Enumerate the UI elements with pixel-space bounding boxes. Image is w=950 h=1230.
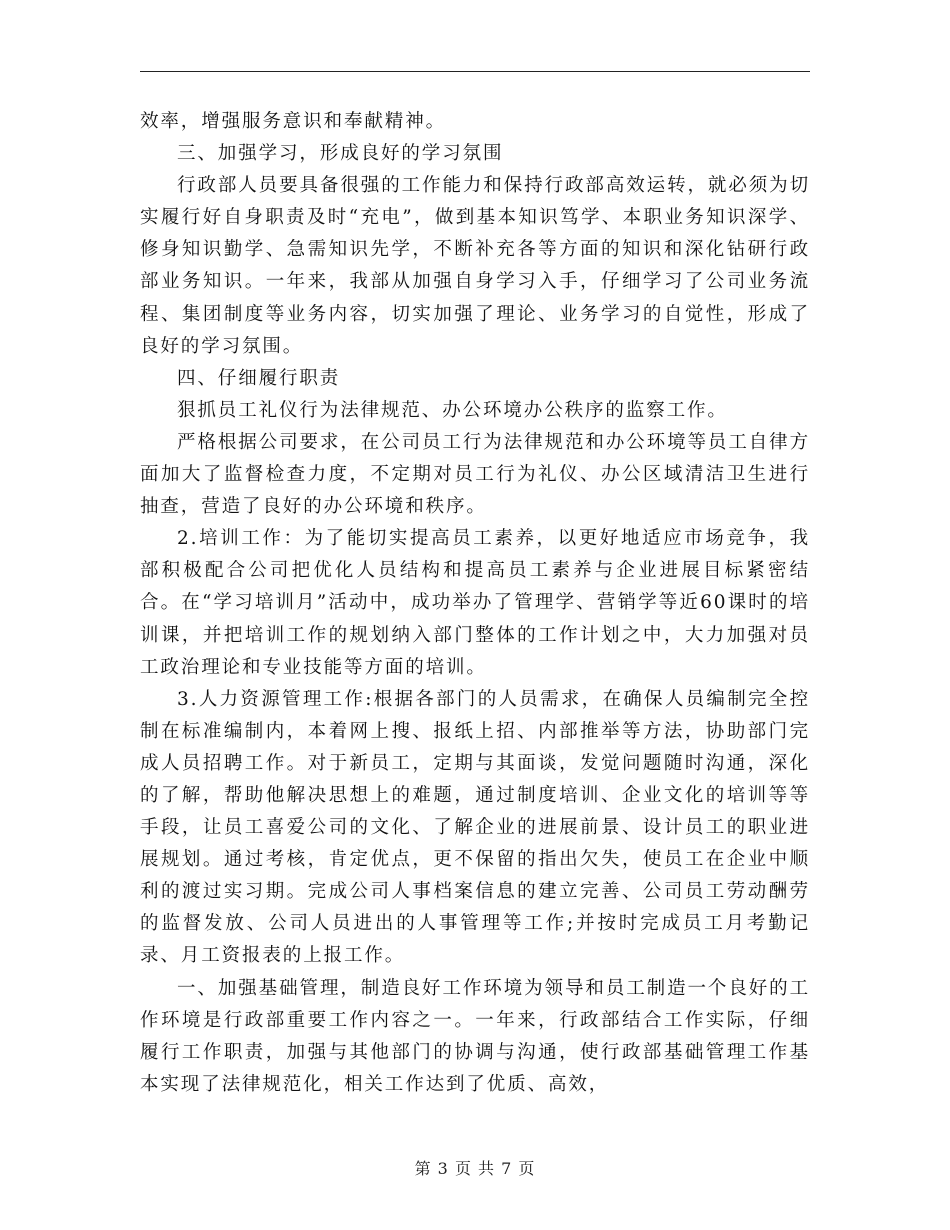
- paragraph: 狠抓员工礼仪行为法律规范、办公环境办公秩序的监察工作。: [177, 399, 728, 421]
- section-heading: 四、仔细履行职责: [177, 367, 341, 389]
- paragraph: 2.培训工作：为了能切实提高员工素养，以更好地适应市场竞争，我部积极配合公司把优化人员结构和提高员工素养与企业进展目标紧密结合。在“学习培训月”活动中，成功举办了管理学、营销学等近60课时的培训课，并把培训工作的规划纳入部门整体的工作计划之中，大力加强对员工政治理论和专业技能等方面的培训。: [140, 528, 810, 678]
- header-divider: [140, 71, 810, 72]
- paragraph: 行政部人员要具备很强的工作能力和保持行政部高效运转，就必须为切实履行好自身职责及时“充电”，做到基本知识笃学、本职业务知识深学、修身知识勤学、急需知识先学，不断补充各等方面的知识和深化钻研行政部业务知识。一年来，我部从加强自身学习入手，仔细学习了公司业务流程、集团制度等业务内容，切实加强了理论、业务学习的自觉性，形成了良好的学习氛围。: [140, 175, 810, 357]
- paragraph: 3.人力资源管理工作:根据各部门的人员需求，在确保人员编制完全控制在标准编制内，本着网上搜、报纸上招、内部推举等方法，协助部门完成人员招聘工作。对于新员工，定期与其面谈，发觉问题随时沟通，深化的了解，帮助他解决思想上的难题，通过制度培训、企业文化的培训等等手段，让员工喜爱公司的文化、了解企业的进展前景、设计员工的职业进展规划。通过考核，肯定优点，更不保留的指出欠失，使员工在企业中顺利的渡过实习期。完成公司人事档案信息的建立完善、公司员工劳动酬劳的监督发放、公司人员进出的人事管理等工作;并按时完成员工月考勤记录、月工资报表的上报工作。: [140, 688, 810, 967]
- page-number: 第 3 页 共 7 页: [414, 1159, 536, 1178]
- document-body: [140, 106, 810, 1101]
- paragraph: 一、加强基础管理，制造良好工作环境为领导和员工制造一个良好的工作环境是行政部重要工作内容之一。一年来，行政部结合工作实际，仔细履行工作职责，加强与其他部门的协调与沟通，使行政部基础管理工作基本实现了法律规范化，相关工作达到了优质、高效，: [140, 977, 810, 1095]
- section-heading: 三、加强学习，形成良好的学习氛围: [177, 143, 504, 165]
- paragraph: 严格根据公司要求，在公司员工行为法律规范和办公环境等员工自律方面加大了监督检查力度，不定期对员工行为礼仪、办公区域清洁卫生进行抽查，营造了良好的办公环境和秩序。: [140, 431, 810, 518]
- paragraph: 效率，增强服务意识和奉献精神。: [140, 111, 447, 132]
